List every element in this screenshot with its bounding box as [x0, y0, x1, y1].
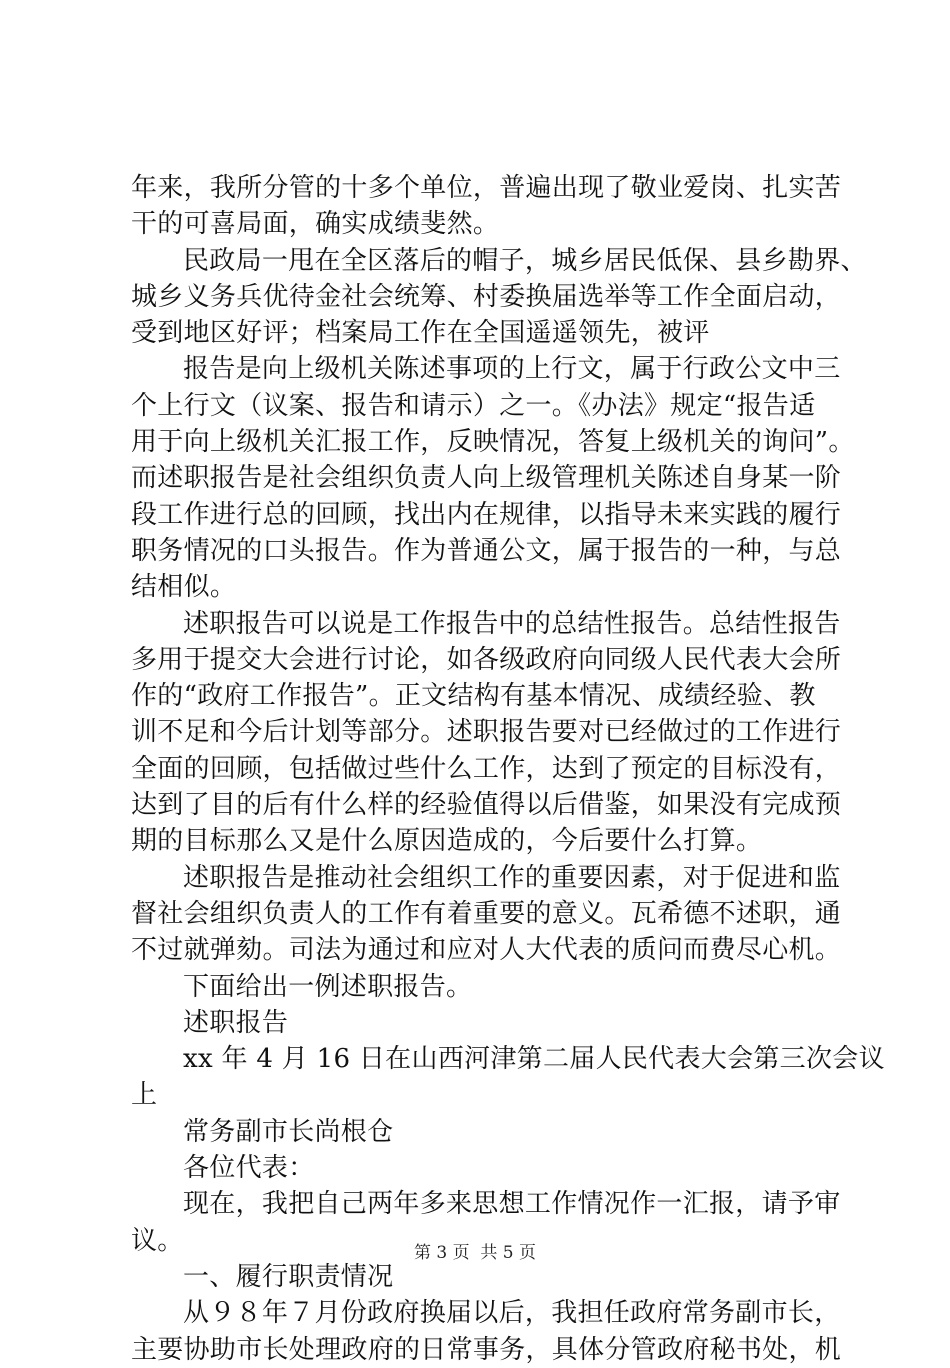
- text-line: xx 年 4 月 16 日在山西河津第二届人民代表大会第三次会议: [183, 1044, 885, 1075]
- text-line: 常务副市长尚根仓: [183, 1116, 394, 1147]
- text-line: 上: [131, 1080, 158, 1111]
- document-body: [131, 170, 885, 1368]
- text-line: 民政局一甩在全区落后的帽子，城乡居民低保、县乡勘界、: [183, 245, 867, 276]
- text-line: 不过就弹劾。司法为通过和应对人大代表的质问而费尽心机。: [131, 935, 842, 966]
- text-line: 多用于提交大会进行讨论，如各级政府向同级人民代表大会所: [131, 644, 842, 675]
- text-line: 结相似。: [131, 572, 237, 603]
- text-line: 段工作进行总的回顾，找出内在规律，以指导未来实践的履行: [131, 499, 842, 530]
- text-line: 训不足和今后计划等部分。述职报告要对已经做过的工作进行: [131, 717, 842, 748]
- text-line: 现在，我把自己两年多来思想工作情况作一汇报，请予审: [183, 1189, 841, 1220]
- text-line: 述职报告是推动社会组织工作的重要因素，对于促进和监: [183, 862, 841, 893]
- text-line: 述职报告: [183, 1007, 289, 1038]
- text-line: 年来，我所分管的十多个单位，普遍出现了敬业爱岗、扎实苦: [131, 173, 842, 203]
- text-line: 述职报告可以说是工作报告中的总结性报告。总结性报告: [183, 608, 841, 639]
- text-line: 而述职报告是社会组织负责人向上级管理机关陈述自身某一阶: [131, 463, 842, 494]
- text-line: 作的“政府工作报告”。正文结构有基本情况、成绩经验、教: [131, 681, 816, 712]
- text-line: 主要协助市长处理政府的日常事务，具体分管政府秘书处，机: [131, 1334, 842, 1365]
- text-line: 干的可喜局面，确实成绩斐然。: [131, 209, 500, 240]
- text-line: 全面的回顾，包括做过些什么工作，达到了预定的目标没有，: [131, 753, 842, 784]
- text-line: 报告是向上级机关陈述事项的上行文，属于行政公文中三: [183, 354, 841, 385]
- text-line: 城乡义务兵优待金社会统筹、村委换届选举等工作全面启动，: [131, 281, 842, 312]
- text-line: 职务情况的口头报告。作为普通公文，属于报告的一种，与总: [131, 535, 842, 566]
- text-line: 下面给出一例述职报告。: [183, 971, 473, 1002]
- text-line: 个上行文（议案、报告和请示）之一。《办法》规定“报告适: [131, 390, 816, 421]
- text-line: 议。: [131, 1225, 184, 1256]
- text-line: 达到了目的后有什么样的经验值得以后借鉴，如果没有完成预: [131, 790, 842, 821]
- text-line: 期的目标那么又是什么原因造成的，今后要什么打算。: [131, 826, 763, 857]
- text-line: 用于向上级机关汇报工作，反映情况，答复上级机关的询问”。: [131, 427, 855, 458]
- text-line: 从９８年７月份政府换届以后，我担任政府常务副市长，: [183, 1298, 841, 1329]
- text-line: 督社会组织负责人的工作有着重要的意义。瓦希德不述职，通: [131, 898, 842, 929]
- page-number: 第 3 页 共 5 页: [413, 1243, 537, 1263]
- text-line: 一、履行职责情况: [183, 1261, 394, 1292]
- text-line: 各位代表：: [183, 1153, 315, 1184]
- text-line: 受到地区好评；档案局工作在全国遥遥领先，被评: [131, 318, 710, 349]
- page-footer: [0, 1242, 950, 1264]
